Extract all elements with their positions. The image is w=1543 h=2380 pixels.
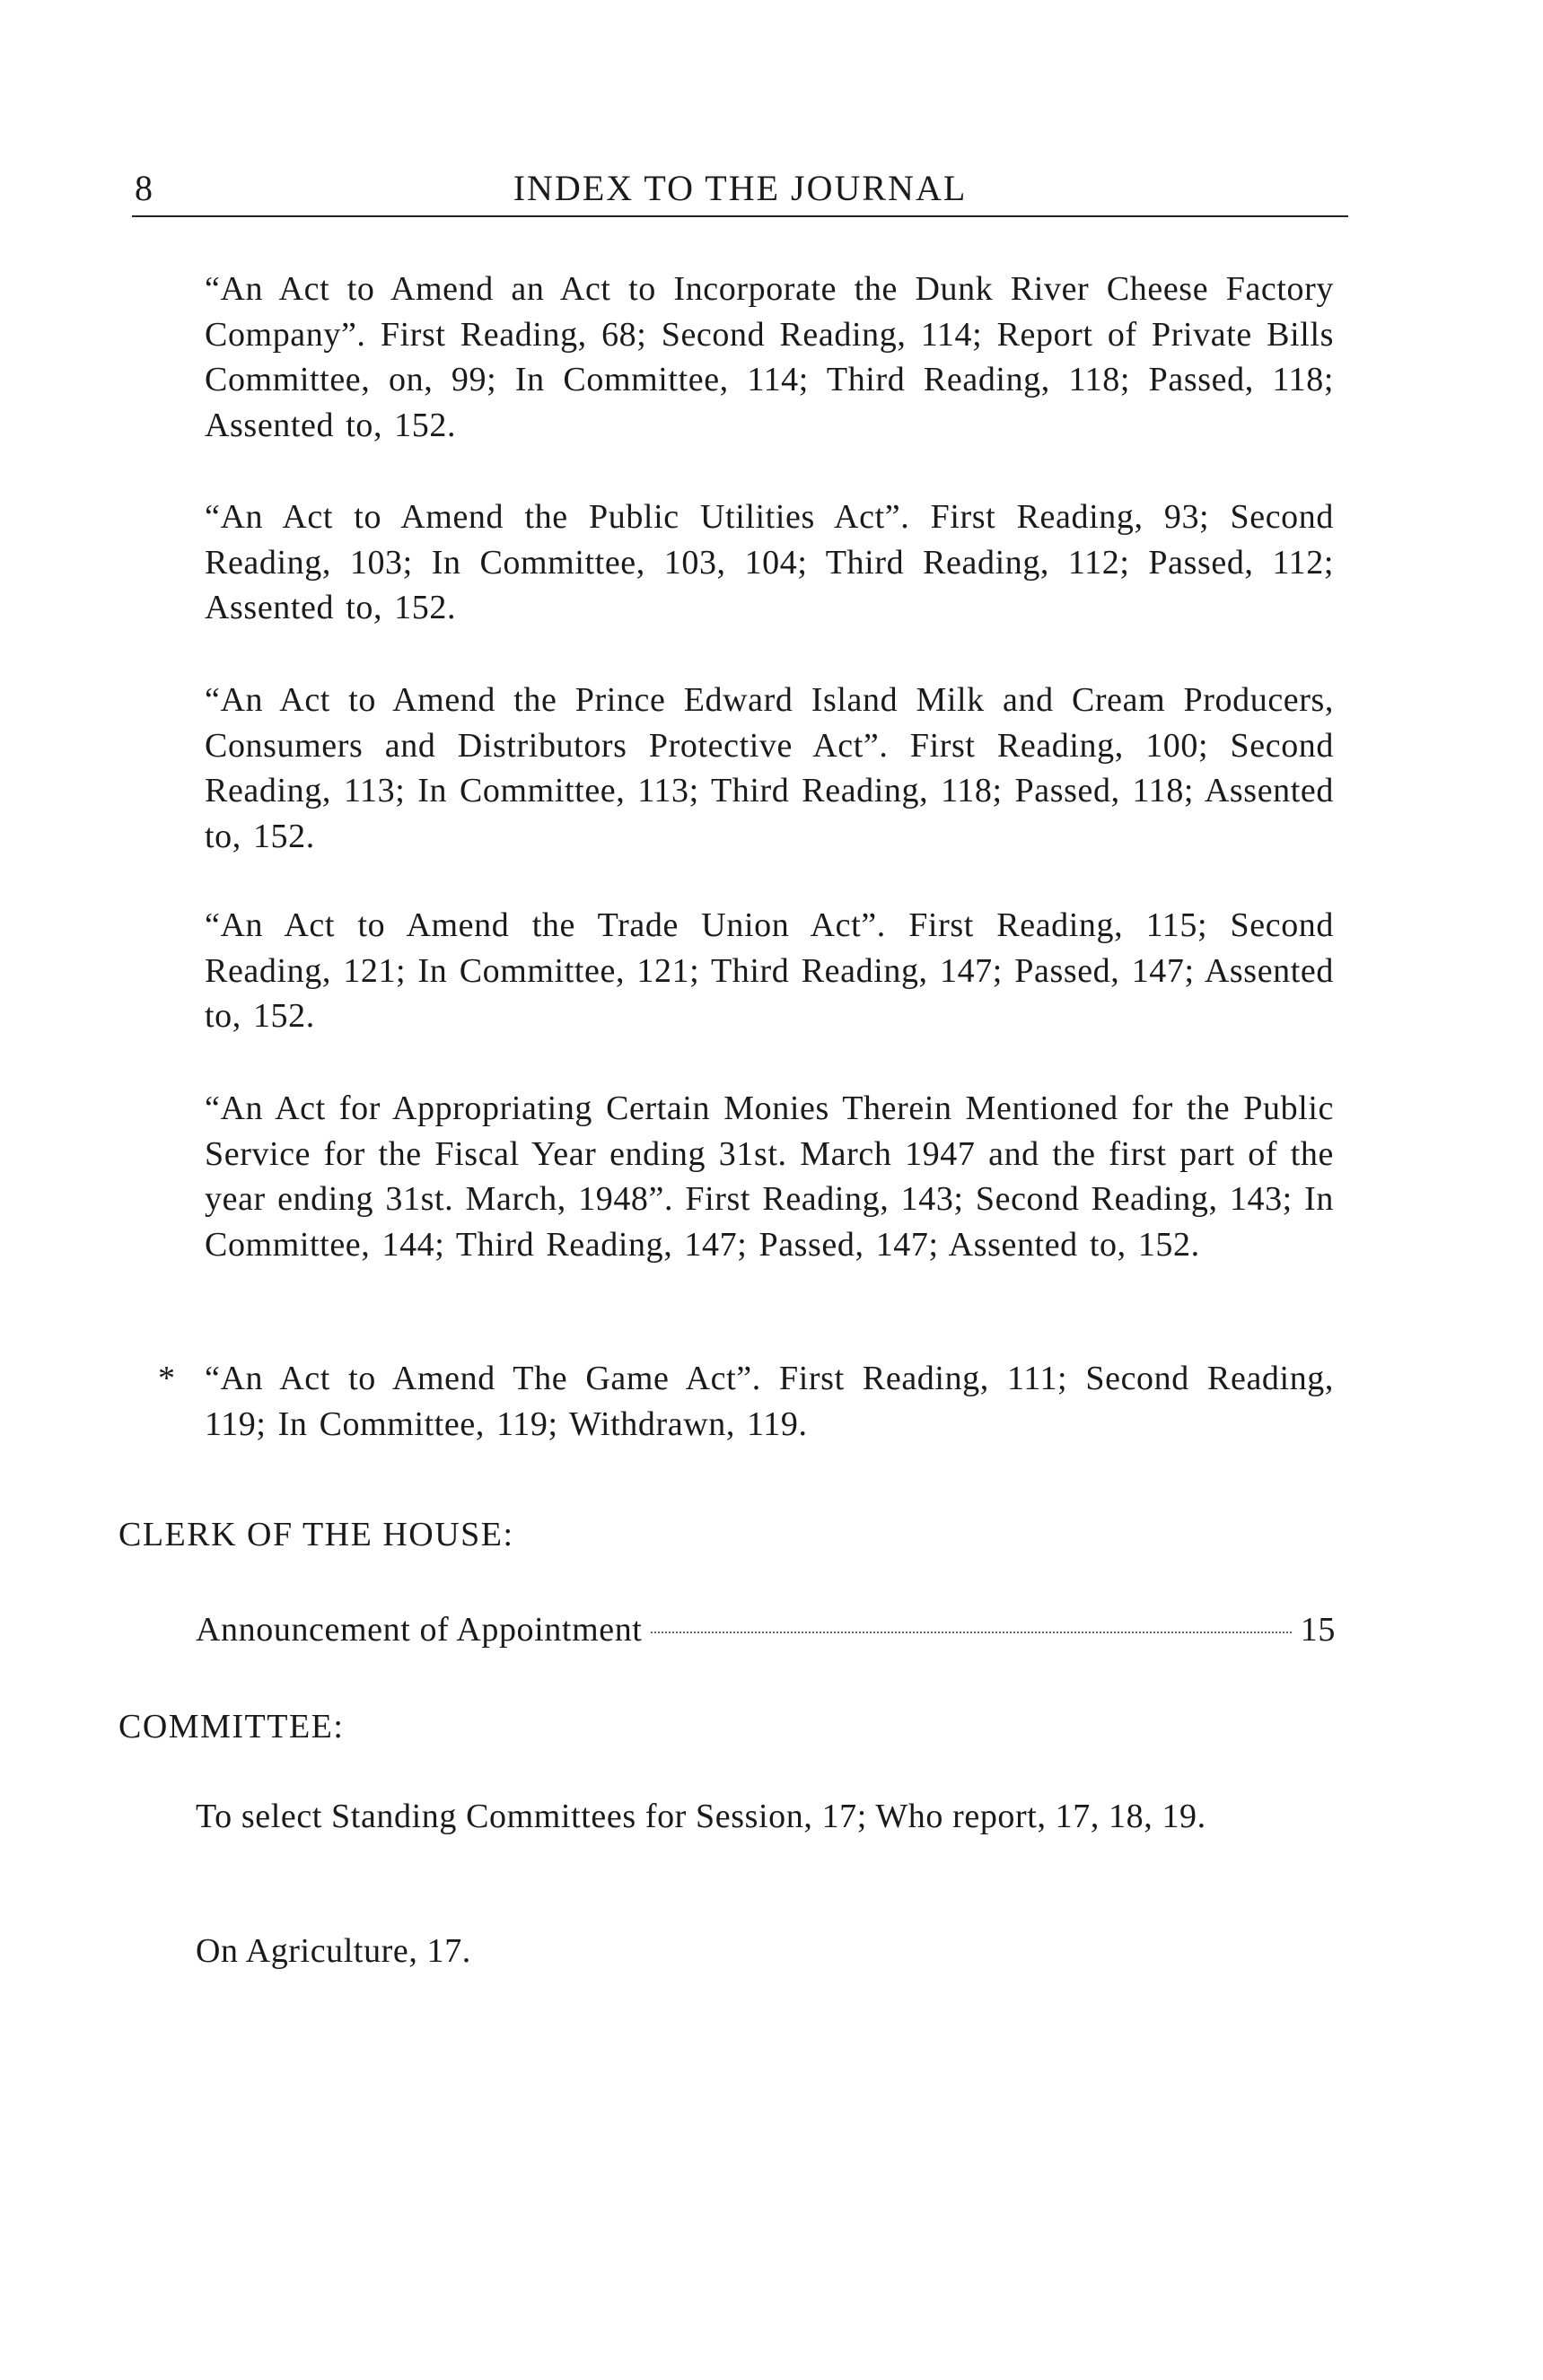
entry-text: “An Act to Amend the Prince Edward Island Milk and Cream Producers, Consumers and Distributors Protective Act”. First Reading, 100; Second Reading, 113; In Committee, 113; Third Reading, 118; Passed, 118; Assented to, 152. <box>205 681 1334 855</box>
committee-item-agriculture: On Agriculture, 17. <box>196 1932 471 1970</box>
running-title: INDEX TO THE JOURNAL <box>513 168 968 208</box>
index-entry-trade-union <box>205 903 1334 1039</box>
asterisk-marker: * <box>158 1360 176 1397</box>
toc-label: Announcement of Appointment <box>196 1611 643 1649</box>
entry-text: “An Act to Amend The Game Act”. First Reading, 111; Second Reading, 119; In Committee, 119; Withdrawn, 119. <box>205 1360 1334 1443</box>
index-entry-milk-cream <box>205 678 1334 859</box>
page-number: 8 <box>135 168 153 208</box>
section-heading-committee: COMMITTEE: <box>118 1708 345 1746</box>
entry-text: “An Act for Appropriating Certain Monies Therein Mentioned for the Public Service for the Fiscal Year ending 31st. March 1947 and the first part of the year ending 31st. March, 1948”. First Reading, 143; Second Reading, 143; In Committee, 144; Third Reading, 147; Passed, 147; Assented to, 152. <box>205 1089 1334 1264</box>
section-heading-clerk: CLERK OF THE HOUSE: <box>118 1516 514 1553</box>
entry-text: “An Act to Amend the Public Utilities Act”. First Reading, 93; Second Reading, 103; In Committee, 103, 104; Third Reading, 112; Passed, 112; Assented to, 152. <box>205 498 1334 626</box>
entry-text: “An Act to Amend the Trade Union Act”. First Reading, 115; Second Reading, 121; In Committee, 121; Third Reading, 147; Passed, 147; Assented to, 152. <box>205 906 1334 1035</box>
entry-text: “An Act to Amend an Act to Incorporate the Dunk River Cheese Factory Company”. First Reading, 68; Second Reading, 114; Report of Private Bills Committee, on, 99; In Committee, 114; Third Reading, 118; Passed, 118; Assented to, 152. <box>205 270 1334 444</box>
dot-leader <box>651 1632 1291 1633</box>
index-entry-appropriating-monies <box>205 1086 1334 1267</box>
toc-page: 15 <box>1300 1611 1336 1649</box>
page-header <box>132 162 1348 217</box>
index-entry-dunk-river <box>205 267 1334 448</box>
index-entry-game-act <box>158 1356 1334 1447</box>
toc-line-appointment <box>196 1610 1336 1649</box>
committee-item-standing: To select Standing Committees for Session, 17; Who report, 17, 18, 19. <box>196 1798 1206 1835</box>
index-entry-public-utilities <box>205 494 1334 631</box>
